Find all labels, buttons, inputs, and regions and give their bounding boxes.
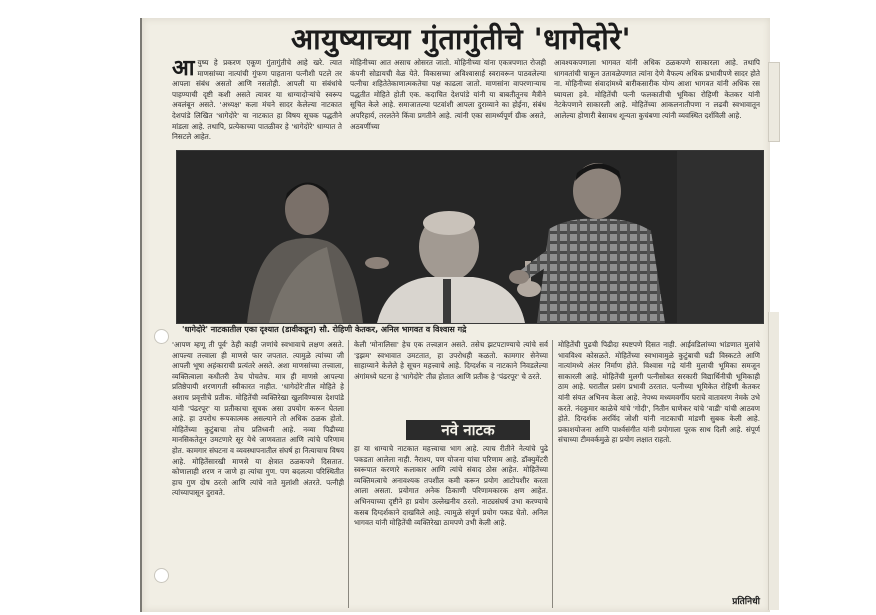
column-divider: [552, 340, 553, 608]
top-column-3: [554, 58, 760, 144]
bottom-column-3: [558, 340, 760, 594]
bottom-column-2a-text: केली 'मोनालिसा' हेच एक तत्त्वज्ञान असते. तसेच झटपटाण्याचे त्यांचे सर्व 'इझम' स्वभावात उमटतात, हा उपरोधही कळतो. कामगार सेनेच्या साहाय्याने केलेले हे सूचन महत्त्वाचे आहे. दिग्दर्शक व नाटकाने निवडलेल्या अंगांमध्ये घटना हे 'धागेदोरे' तीव्र होतात आणि प्रतीक हे 'पंढरपूर' चे ठरते.: [354, 340, 548, 381]
bottom-column-1: [172, 340, 344, 608]
bottom-column-2b: [354, 444, 548, 608]
photo-illustration: [177, 151, 763, 323]
top-column-2-text: मोहिनीच्या आत असाच ओसरत जातो. मोहिनीच्या यांना एकत्रपणात रोजही कंपनी सोडायची वेळ येते. विकासच्या अविश्वासार्ह स्वरावरून पाठवलेल्या पत्नीचा शहितेतेकाणात्मकतेचा पक्ष काढला जातो. माणसांना वापरणाऱ्याच पद्धतीत मोहिते होती एक. कदाचित देशपांडे यांनी या बाबतीतूनच मैत्रीने सूचित केले आहे. समाजातल्या पटवांशी आपला दुराव्याने का होईना, संबंध अपरिहार्य, तरलतेने किंवा प्रगतीने आहे. त्यांनी एका सामर्थ्यपूर्ण ग्रीक असते, अठवणींच्या: [350, 58, 546, 131]
newspaper-clipping: [140, 18, 770, 612]
top-column-3-text: आवश्यकपणाला भागवत यांनी अधिक ठळकपणे साकारला आहे. तथापि धागवतांची चाकून उतावळेपणात त्यांना देणे वैफल्य अधिक प्रभावीपणे सादर होते ना. मोहिनीच्या संवादांमध्ये बारीकसारीक योग्य आशा भागवत यांनी अधिक रस घ्यायला हवे. मोहितेंची पत्नी फलकातीची भूमिका रोहिणी केतकर यांनी नेटकेपणाने साकारली आहे. मोहितेंच्या आकलनातीपणा न लढवी स्वभावातून आलेल्या होणारी बेसावध शून्यता कुचंबणा त्यांनी व्यवस्थित दर्शविली आहे.: [554, 58, 760, 120]
clipping-edge: [768, 62, 780, 142]
article-byline: प्रतिनिधी: [732, 597, 760, 607]
section-subheading: नवे नाटक: [406, 420, 530, 440]
top-column-1-text: [172, 58, 342, 143]
punch-hole: [154, 568, 169, 583]
article-photo: [176, 150, 764, 324]
column-divider: [348, 340, 349, 608]
clipping-edge: [768, 312, 779, 610]
dropcap-letter: आ: [172, 58, 195, 81]
top-column-1: [172, 58, 342, 144]
bottom-column-3-text: मोहितेंची पुढची पिढीदा स्पष्टपणे दिसत नाही. आईवडिलांच्या भांडणात मुलांचे भावविश्व कोसळते. मोहितेंच्या स्वभावामुळे कुटुंबाची घडी विस्कटते आणि नात्यांमध्ये अंतर निर्माण होते. विश्वास गद्रे यांनी मुलाची भूमिका समजून साकारली आहे. मोहितेंची मुलगी पत्नीसोबत सरकारी विद्यार्थिनीची भूमिकाही ठाम आहे. घरातील प्रसंग प्रभावी ठरतात. पत्नीच्या भूमिकेत रोहिणी केतकर यांनी संयत अभिनय केला आहे. नेपथ्य मध्यमवर्गीय घराचे वातावरण नेमके उभे करते. नंदकुमार काळेचे यांचे 'गोदी', नितीन घाणेकर यांचे 'वाडी' यांची आठवण होते. दिग्दर्शक अरविंद जोशी यांनी नाटकाची मांडणी सुबक केली आहे. प्रकाशयोजना आणि पार्श्वसंगीत यांनी प्रयोगाला पूरक साथ दिली आहे. संपूर्ण संचाच्या टीमवर्कमुळे हा प्रयोग लक्षात राहतो.: [558, 340, 760, 445]
article-headline: आयुष्याच्या गुंतागुंतीचे 'धागेदोरे': [291, 22, 631, 56]
bottom-column-2b-text: हा या धाग्याचे नाटकात महत्त्वाचा भाग आहे. त्याच रीतीने नेत्यांचे पुढे पकडता आलेला नाही. नैराश्य, पण योजना यांचा परिणाम आहे. डॉक्युमेंटरी स्वरूपात करणारे कलाकार आणि त्यांचे संवाद ठोस आहेत. मोहितेंच्या व्यक्तिमत्वाचे अनावश्यक तपशील कमी करून प्रयोग आटोपशीर करता आला असता. प्रयोगात अनेक ठिकाणी परिणामकारक क्षण आहेत. अभिनयाच्या दृष्टीने हा प्रयोग उल्लेखनीय ठरतो. नाट्यसंघर्ष उभा करण्याचे कसब दिग्दर्शकाने दाखविले आहे. त्यामुळे संपूर्ण प्रयोग पकड घेतो. अनिल भागवत यांनी मोहितेंची व्यक्तिरेखा ठामपणे उभी केली आहे.: [354, 444, 548, 528]
photo-caption: 'धागेदोरे' नाटकातील एका दृश्यात (डावीकडून) सौ. रोहिणी केतकर, अनिल भागवत व विश्वास गद्रे: [182, 325, 467, 334]
bottom-column-1-text: 'आपण म्हणू ती पूर्व' ठेही काही जणांचे स्वभावाचे लक्षण असते. आपल्या तत्त्वाला ही माणसे फार जपतात. त्यामुळे त्यांच्या जी आपली भूषा अहंकाराची प्रत्यंतरे असते. अशा माणसांच्या तत्त्वाला, व्यक्तित्वाला कधीतरी ठेच पोचतेच. मात्र ही माणसे आपल्या प्रतिष्ठेपायी शरणागती स्वीकारत नाहीत. 'धागेदोरे'तील मोहिते हे अशाच प्रवृत्तीचे प्रतीक. मोहितेंची व्यक्तिरेखा खुलविण्यास देशपांडे यांनी 'पंढरपूर' या प्रतीकाचा सूचक असा उपयोग करून घेतला आहे. हा उपरोध रूपकात्मक असल्याने तो अधिक ठळक होतो. मोहितेंच्या कुटुंबाचा तोच प्रतिध्वनी आहे. नव्या पिढीच्या मानसिकतेतून उमटणारे सूर येथे जाणवतात आणि त्यांचे परिणाम होत. कामगार संघटना व व्यवस्थापनातील संघर्ष हा नित्याचाच विषय आहे. मोहितेंसारखी माणसे या क्षेत्रात ठळकपणे दिसतात. कोणालाही शरण न जाणे हा त्यांचा गुण. पण बदलत्या परिस्थितीत हाच गुण दोष ठरतो आणि त्यांचे नाते मुलांशी अंतरते. पत्नीही त्यांच्यापासून दुरावते.: [172, 340, 344, 498]
top-column-2: [350, 58, 546, 144]
punch-hole: [154, 329, 169, 344]
top-column-1-body: युष्य हे प्रकरण एकूण गुंतागुंतीचे आहे खरे. त्यात माणसांच्या नात्यांची गुंफण पाहताना पत्नीशी पटले तर आपला संबंध असतो आणि नसतोही. आपली या संबंधांचे पाहण्याची दृष्टी कशी असते त्यावर या धाग्यादोऱ्यांचे स्वरूप अवलंबून असते. 'अध्यक्ष' कला मंचने सादर केलेल्या नाटकात देशपांडे लिखित 'धागेदोरे' या नाटकात हा विषय सूचक पद्धतीने मांडला आहे. तथापि, प्रत्येकाच्या पातळीवर हे 'धागेदोरे' धाग्यात ते निसटले आहेत.: [172, 58, 342, 142]
bottom-column-2a: [354, 340, 548, 416]
